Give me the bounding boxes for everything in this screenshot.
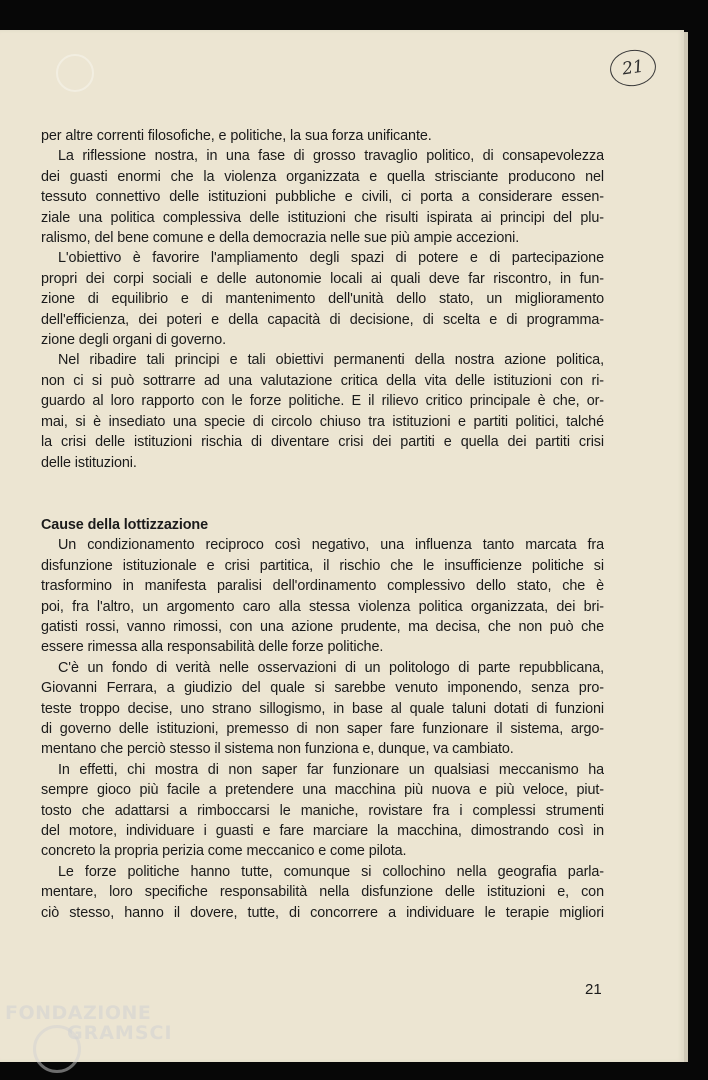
text-line: essere rimessa alla responsabilità delle forze politiche. [41,639,384,656]
handwritten-folio-text: 21 [620,56,646,80]
watermark-line-2: GRAMSCI [67,1022,173,1044]
text-line: del motore, individuare i guasti e fare marciare la macchina, dimostrando così in [41,823,604,839]
text-line: di governo delle istituzioni, premesso di non saper fare funzionare il sistema, argo- [41,720,604,737]
paragraph [41,760,604,862]
text-line: ziale una politica complessiva delle istituzioni che risulti ispirata ai principi del plu- [41,209,604,226]
text-line: guardo al loro rapporto con le forze politiche. E il rilievo critico principale è che, or- [41,393,604,410]
watermark-line-1: FONDAZIONE [5,1002,152,1024]
body-text [41,126,604,923]
archive-watermark [5,1003,173,1043]
text-line: trasformino in manifesta paralisi dell'ordinamento complessivo dello stato, che è [41,578,604,595]
text-line: delle istituzioni. [41,454,137,471]
text-line: Le forze politiche hanno tutte, comunque si collochino nella geografia parla- [58,863,604,880]
text-line: ralismo, del bene comune e della democrazia nelle sue più ampie accezioni. [41,230,520,247]
paragraph [41,248,604,350]
text-line: Giovanni Ferrara, a giudizio del quale si sarebbe venuto imponendo, senza pro- [41,680,604,697]
watermark-logo-icon [33,1025,81,1073]
text-line: La riflessione nostra, in una fase di grosso travaglio politico, di consapevolezza [58,148,604,165]
text-line: poi, fra l'altro, un argomento caro alla stessa violenza politica organizzata, dei bri- [41,598,604,615]
paragraph [41,862,604,923]
text-line: In effetti, chi mostra di non saper far funzionare un qualsiasi meccanismo ha [58,761,604,778]
text-line: gatisti rossi, vanno rimossi, con una azione prudente, ma decisa, che non può che [41,618,604,635]
text-line: mentare, loro specifiche responsabilità nella disfunzione delle istituzioni e, con [41,884,604,901]
text-line: propri dei corpi sociali e delle autonomie locali ai quali deve far riscontro, in fun- [41,270,604,287]
text-line: ciò stesso, hanno il dovere, tutte, di concorrere a individuare le terapie migliori [41,904,604,921]
text-line: concreto la propria perizia come meccanico e come pilota. [41,843,407,860]
text-line: C'è un fondo di verità nelle osservazioni di un politologo di parte repubblicana, [58,659,604,676]
text-line: teste troppo decise, uno strano sillogismo, in base al quale taluni dotati di funzioni [41,700,604,717]
text-line: Nel ribadire tali principi e tali obiettivi permanenti della nostra azione politica, [58,352,604,369]
text-line: la crisi delle istituzioni rischia di diventare crisi dei partiti e quella dei partiti crisi [41,434,604,451]
text-line: mentano che perciò stesso il sistema non funziona e, dunque, va cambiato. [41,741,514,758]
paragraph [41,126,604,146]
faint-stamp-icon [56,54,94,92]
text-line: dei guasti enormi che la violenza organizzata e quella strisciante producono nel [41,168,604,185]
text-line: disfunzione istituzionale e crisi partitica, il rischio che le insufficienze politiche si [41,557,604,574]
text-line: L'obiettivo è favorire l'ampliamento degli spazi di potere e di partecipazione [58,250,604,267]
text-line: non ci si può sottrarre ad una valutazione critica della vita delle istituzioni con ri- [41,372,604,389]
section-gap [41,473,604,515]
text-line: dell'efficienza, dei poteri e della capacità di decisione, di scelta e di programma- [41,311,604,328]
text-line: per altre correnti filosofiche, e politiche, la sua forza unificante. [41,128,432,144]
paragraph [41,535,604,657]
text-line: Un condizionamento reciproco così negativo, una influenza tanto marcata fra [58,537,604,554]
text-line: mai, si è insediato una specie di circolo chiuso tra istituzioni e partiti politici, talché [41,413,604,430]
page-edge [684,32,688,1062]
section-heading: Cause della lottizzazione [41,516,209,533]
text-line: tessuto connettivo delle istituzioni pubbliche e civili, ci porta a considerare essen- [41,189,604,206]
paragraph [41,350,604,472]
paragraph [41,146,604,248]
text-line: tosto che adattarsi a rimboccarsi le maniche, rovistare fra i complessi strumenti [41,802,604,819]
page-number: 21 [585,981,602,998]
text-line: sempre gioco più facile a pretendere una macchina più nuova e più veloce, piut- [41,782,604,799]
paragraph [41,658,604,760]
text-line: zione degli organi di governo. [41,332,227,349]
text-line: zione di equilibrio e di mantenimento dell'unità dello stato, un miglioramento [41,291,604,308]
